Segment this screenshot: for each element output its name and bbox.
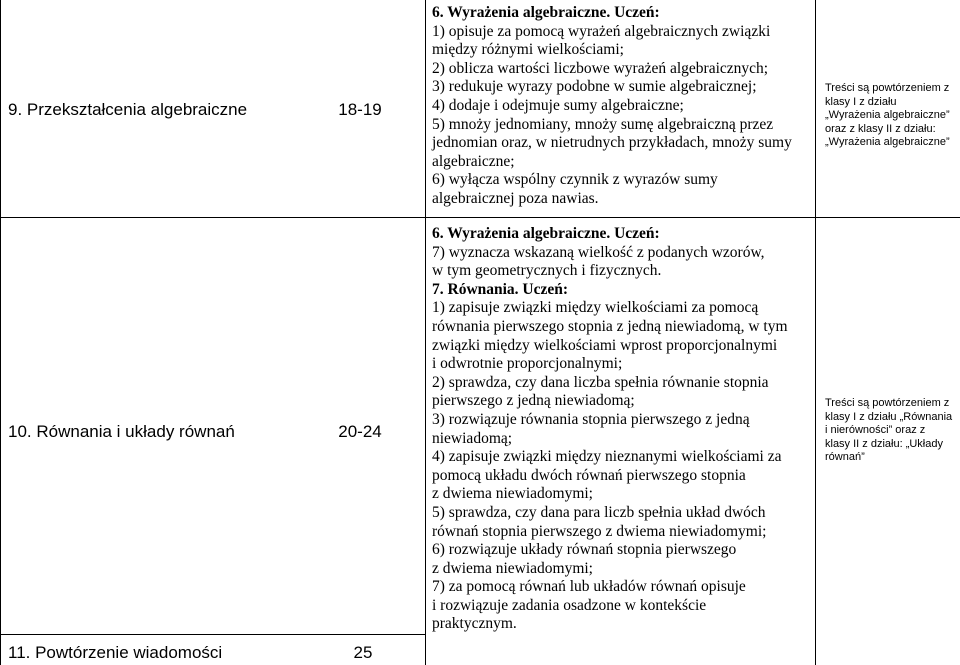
note-line: oraz z klasy II z działu: bbox=[825, 122, 936, 135]
outcome-line: 2) sprawdza, czy dana liczba spełnia równanie stopnia bbox=[432, 373, 769, 391]
outcome-line: jednomian oraz, w nietrudnych przykładach, mnoży sumy bbox=[432, 134, 792, 152]
outcome-line: algebraicznej poza nawias. bbox=[432, 189, 599, 207]
outcome-line: i odwrotnie proporcjonalnymi; bbox=[432, 355, 623, 373]
row-divider-1 bbox=[0, 217, 960, 218]
outcome-line: 6) wyłącza wspólny czynnik z wyrazów sumy bbox=[432, 171, 718, 189]
note-line: klasy I z działu bbox=[825, 95, 897, 108]
outcome-line: równań stopnia pierwszego z dwiema niewiadomymi; bbox=[432, 522, 767, 540]
outcome-line: z dwiema niewiadomymi; bbox=[432, 559, 593, 577]
note-line: „Wyrażenia algebraiczne” bbox=[825, 109, 950, 121]
outcome-line: równania pierwszego stopnia z jedną niewiadomą, w tym bbox=[432, 317, 788, 335]
section-heading: 6. Wyrażenia algebraiczne. Uczeń: bbox=[432, 4, 660, 21]
row-learning-outcomes bbox=[432, 4, 792, 209]
section-heading: 6. Wyrażenia algebraiczne. Uczeń: bbox=[432, 225, 660, 242]
outcome-line: związki między wielkościami wprost proporcjonalnymi bbox=[432, 336, 778, 354]
outcome-line: 2) oblicza wartości liczbowe wyrażeń algebraicznych; bbox=[432, 59, 769, 77]
note-line: klasy II z działu: „Układy bbox=[825, 437, 943, 450]
note-line: klasy I z działu „Równania bbox=[825, 410, 953, 423]
outcome-line: i rozwiązuje zadania osadzone w kontekście bbox=[432, 596, 707, 614]
row-learning-outcomes bbox=[432, 225, 788, 634]
row-note bbox=[825, 397, 952, 465]
outcome-line: z dwiema niewiadomymi; bbox=[432, 485, 593, 503]
outcome-line: pierwszego z jedną niewiadomą; bbox=[432, 392, 635, 410]
column-divider-hours bbox=[425, 0, 426, 665]
outcome-line: w tym geometrycznych i fizycznych. bbox=[432, 262, 662, 280]
outcome-line: 7) za pomocą równań lub układów równań opisuje bbox=[432, 578, 746, 596]
outcome-line: 3) redukuje wyrazy podobne w sumie algebraicznej; bbox=[432, 78, 757, 96]
note-line: „Wyrażenia algebraiczne” bbox=[825, 136, 950, 148]
outcome-line: 1) opisuje za pomocą wyrażeń algebraicznych związki bbox=[432, 22, 771, 40]
outcome-line: 3) rozwiązuje równania stopnia pierwszego z jedną bbox=[432, 410, 750, 428]
outcome-line: między różnymi wielkościami; bbox=[432, 41, 624, 59]
outcome-line: algebraiczne; bbox=[432, 152, 515, 170]
outcome-line: 5) mnoży jednomiany, mnoży sumę algebraiczną przez bbox=[432, 115, 774, 133]
outcome-line: 1) zapisuje związki między wielkościami za pomocą bbox=[432, 299, 759, 317]
outcome-line: 5) sprawdza, czy dana para liczb spełnia układ dwóch bbox=[432, 503, 766, 521]
row-hours: 18-19 bbox=[338, 100, 382, 119]
outcome-line: niewiadomą; bbox=[432, 429, 513, 447]
note-line: i nierówności” oraz z bbox=[825, 424, 926, 436]
outcome-line: 4) dodaje i odejmuje sumy algebraiczne; bbox=[432, 96, 684, 114]
outcome-line: praktycznym. bbox=[432, 615, 517, 633]
row-topic: 9. Przekształcenia algebraiczne bbox=[8, 100, 248, 119]
section-heading: 7. Równania. Uczeń: bbox=[432, 280, 569, 298]
outcome-line: 6) rozwiązuje układy równań stopnia pierwszego bbox=[432, 541, 737, 559]
row-topic: 10. Równania i układy równań bbox=[8, 422, 235, 441]
note-line: równań” bbox=[825, 451, 865, 463]
table-border-left bbox=[0, 0, 1, 665]
row-note bbox=[825, 82, 950, 150]
row-hours: 20-24 bbox=[338, 422, 382, 441]
row-divider-2 bbox=[0, 634, 425, 635]
outcome-line: 4) zapisuje związki między nieznanymi wielkościami za bbox=[432, 448, 782, 466]
outcome-line: pomocą układu dwóch równań pierwszego stopnia bbox=[432, 466, 746, 484]
column-divider-content bbox=[815, 0, 816, 665]
outcome-line: 7) wyznacza wskazaną wielkość z podanych wzorów, bbox=[432, 243, 765, 261]
note-line: Treści są powtórzeniem z bbox=[825, 82, 950, 94]
row-topic: 11. Powtórzenie wiadomości bbox=[8, 643, 223, 662]
row-hours: 25 bbox=[353, 643, 373, 662]
note-line: Treści są powtórzeniem z bbox=[825, 397, 950, 409]
